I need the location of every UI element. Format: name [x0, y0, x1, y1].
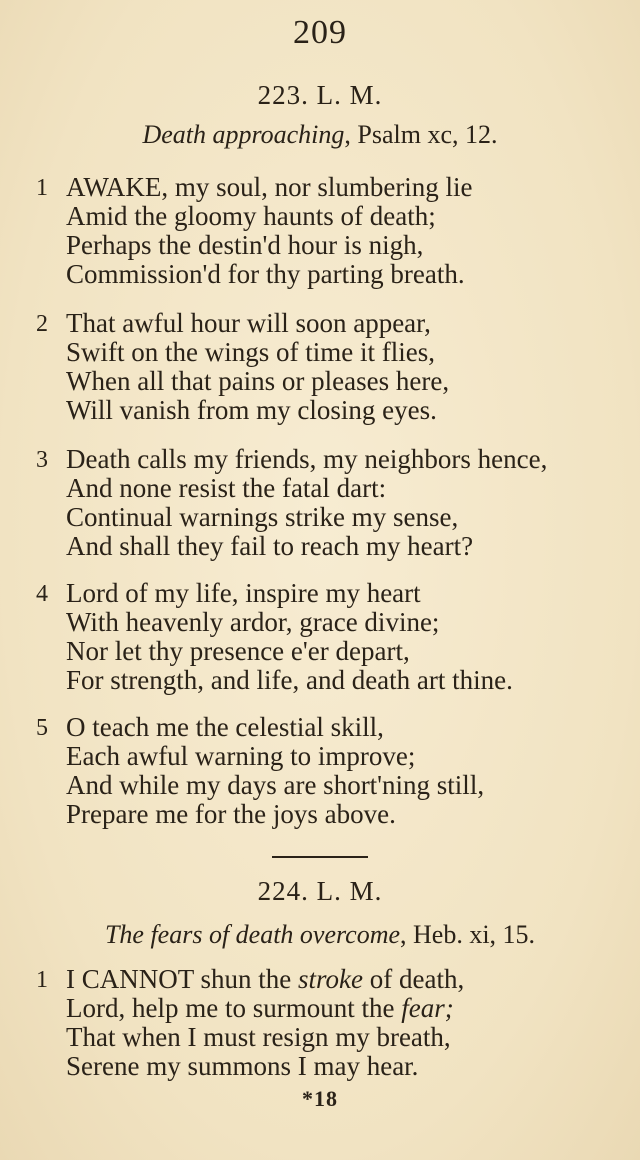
verse-line: And while my days are short'ning still, — [66, 770, 485, 800]
verse-line: Will vanish from my closing eyes. — [66, 395, 437, 425]
verse-line: Commission'd for thy parting breath. — [66, 259, 465, 289]
verse-italic-word: stroke — [298, 964, 363, 994]
verse-line: That awful hour will soon appear, — [66, 308, 431, 338]
verse-line: Serene my summons I may hear. — [66, 1051, 419, 1081]
hymn-224-subtitle-title: The fears of death overcome — [104, 920, 401, 949]
stanza-number: 1 — [36, 175, 48, 201]
verse-line — [66, 964, 464, 994]
stanza-number: 5 — [36, 715, 48, 741]
verse-line: Swift on the wings of time it flies, — [66, 337, 435, 367]
verse-line: O teach me the celestial skill, — [66, 712, 384, 742]
stanza-number: 4 — [36, 581, 48, 607]
hymn-224-subtitle — [0, 920, 640, 950]
hymn-223-subtitle-title: Death approaching — [142, 120, 345, 149]
verse-line: That when I must resign my breath, — [66, 1022, 451, 1052]
verse-text: of death, — [362, 964, 465, 994]
verse-line: And none resist the fatal dart: — [66, 473, 387, 503]
verse-line: When all that pains or pleases here, — [66, 366, 450, 396]
verse-line: With heavenly ardor, grace divine; — [66, 607, 440, 637]
hymn-223-subtitle — [0, 120, 640, 150]
verse-line: And shall they fail to reach my heart? — [66, 531, 474, 561]
verse-line: Death calls my friends, my neighbors hence, — [66, 444, 548, 474]
verse-line: Each awful warning to improve; — [66, 741, 416, 771]
verse-line: For strength, and life, and death art thine. — [66, 665, 513, 695]
stanza-number: 1 — [36, 967, 48, 993]
hymn-223-heading: 223. L. M. — [257, 80, 383, 110]
verse-italic-word: fear; — [401, 993, 454, 1023]
verse-line: AWAKE, my soul, nor slumbering lie — [66, 172, 473, 202]
verse-line: Prepare me for the joys above. — [66, 799, 396, 829]
verse-text: Lord, help me to surmount the — [66, 993, 402, 1023]
page-number: 209 — [293, 14, 347, 51]
verse-line: Continual warnings strike my sense, — [66, 502, 459, 532]
verse-line: Nor let thy presence e'er depart, — [66, 636, 410, 666]
hymn-224-subtitle-reference: , Heb. xi, 15. — [400, 920, 536, 949]
hymn-223-subtitle-reference: , Psalm xc, 12. — [344, 120, 498, 149]
stanza-number: 2 — [36, 311, 48, 337]
verse-line: Amid the gloomy haunts of death; — [66, 201, 436, 231]
section-divider — [272, 856, 368, 858]
verse-line: Lord of my life, inspire my heart — [66, 578, 421, 608]
verse-line — [66, 993, 454, 1023]
verse-text: I CANNOT shun the — [66, 964, 298, 994]
verse-line: Perhaps the destin'd hour is nigh, — [66, 230, 424, 260]
stanza-number: 3 — [36, 447, 48, 473]
signature-mark: *18 — [302, 1086, 338, 1111]
hymn-224-heading: 224. L. M. — [257, 876, 383, 906]
